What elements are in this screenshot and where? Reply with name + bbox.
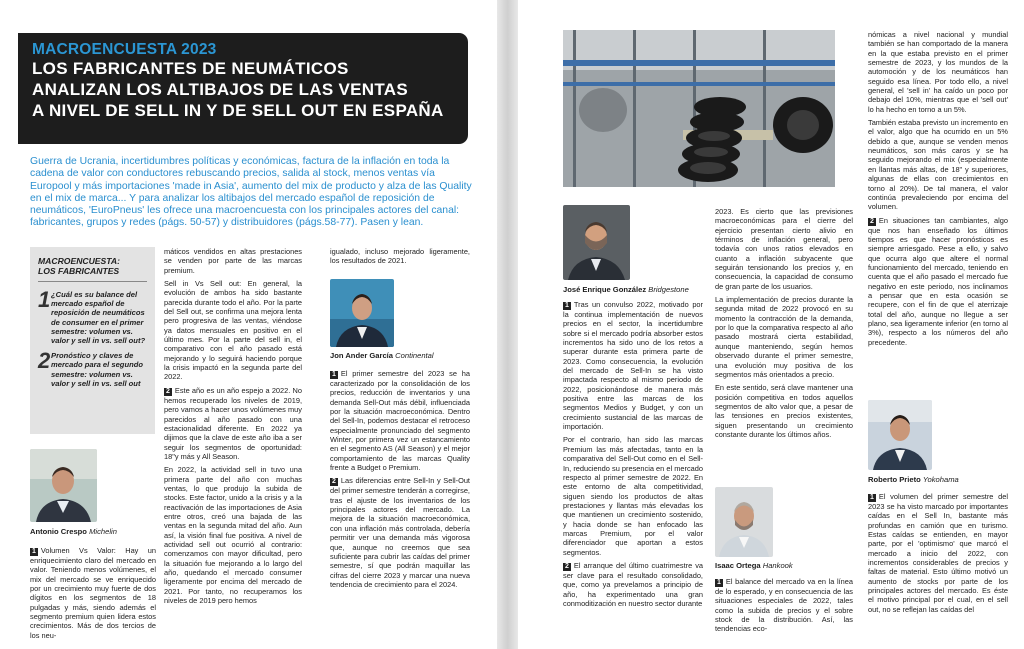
paragraph: En 2022, la actividad sell in tuvo una primera parte del año con muchas ventas, lo que produjo la subida de stocks. Este factor, unido a la crisis y a la reactivación de las importaciones de Asia entre otros, creó una bajada de las ventas en la segunda mitad del año. Aun así, la visión final fue positiva. A nivel de actividad sell out ocurrió al contrario: comenzamos con mayor dificultad, pero la situación fue mejorando a lo largo del año, quedando el mercado consumer ligeramente por encima del mercado de 2021. Por tanto, no recuperamos los niveles de 2019 pero hemos (164, 465, 302, 606)
answer-number-1: 1 (32, 548, 36, 555)
answer-number-2: 2 (565, 562, 569, 570)
right-page (518, 0, 1024, 649)
company-name: Continental (395, 351, 434, 360)
title-line-2: ANALIZAN LOS ALTIBAJOS DE LAS VENTAS (32, 80, 408, 99)
paragraph: En este sentido, será clave mantener una posición competitiva en todos aquellos segmentos de alto valor que, a pesar de las tensiones en precios existentes, siguen presentando un crecimiento constante durante los últimos años. (715, 383, 853, 439)
person-name: Jon Ander García (330, 351, 394, 360)
person-name: José Enrique González (563, 285, 647, 294)
company-name: Michelin (89, 527, 117, 536)
question-text: Pronóstico y claves de mercado para el segundo semestre: volumen vs. valor y sell in vs. sell out (51, 351, 143, 388)
answer-number-1: 1 (332, 371, 336, 378)
paragraph: La implementación de precios durante la segunda mitad de 2022 provocó en su momento la contracción de la demanda, por lo que la comparativa respecto al año pasado mostrará cierta estabilidad, aunque manteniendo, según hemos observado durante el primer semestre, una evolución muy positiva de los segmentos más orientados a precio. (715, 295, 853, 379)
question-number: 2 (38, 348, 51, 374)
company-name: Yokohama (922, 475, 959, 484)
right-column-3-text (868, 30, 1008, 351)
answer-number-2: 2 (166, 387, 170, 395)
isaac-ortega-photo (715, 487, 773, 557)
answer-text: Volumen Vs Valor: Hay un enriquecimiento claro del mercado en valor. Teniendo menos volúmenes, el mix del mercado se ve enriquecido por un crecimiento muy fuerte de dos dígitos en los segmentos de 18 pulgadas y más, siendo además el segmento premium quien lidera estos crecimientos. Más de dos tercios de los neu- (30, 546, 156, 640)
title-line-3: A NIVEL DE SELL IN Y DE SELL OUT EN ESPAÑA (32, 101, 444, 120)
question-number: 1 (38, 287, 51, 312)
page-gutter (497, 0, 518, 649)
sidebox-title-2: LOS FABRICANTES (38, 266, 120, 276)
question-2 (38, 348, 147, 388)
answer-number-2: 2 (870, 217, 874, 225)
answer-number-1: 1 (565, 302, 569, 309)
antonio-crespo-photo (30, 449, 97, 522)
right-column-1-text (563, 300, 703, 612)
answer-text: Este año es un año espejo a 2022. No hemos recuperado los niveles de 2019, pero vamos a hacer unos volúmenes muy parecidos al año pasado con una estacionalidad diferente. En 2022 ya dijimos que la clave de este año iba a ser seguir los segmentos de oportunidad: 18"y más y All Season. (164, 385, 302, 461)
lead-paragraph: Guerra de Ucrania, incertidumbres políticas y económicas, factura de la inflación en toda la cadena de valor con conductores rebuscando precios, salida al stock, menos ventas vía Europool y más importaciones 'made in Asia', aumento del mix de producto y alza de las Quality en el mix de marca... Y para analizar los altibajos del mercado español de reposición de neumáticos, 'EuroPneus' les ofrece una macroencuesta con los principales actores del canal: fabricantes, grupos y redes (págs. 50-57) y distribuidores (págs.58-77). Pasen y lean. (30, 156, 472, 229)
company-name: Bridgestone (648, 285, 689, 294)
column-2-text (164, 247, 302, 609)
caption-crespo (30, 527, 117, 536)
question-1 (38, 287, 147, 346)
paragraph: También estaba previsto un incremento en el valor, algo que ha ocurrido en un 5% debido a que, aunque se venden menos neumáticos, son más caros y se ha seguido mejorando el mix (especialmente en llantas más altas, de 18" y superiores, algunas de ellas con crecimientos en torno al 20%). De tal manera, el valor continúa prevaleciendo por encima del volumen. (868, 118, 1008, 212)
answer-text: El volumen del primer semestre del 2023 se ha visto marcado por importantes caídas en el Sell In, bastante más profundas en camión que en turismo. Estas caídas se entienden, en mayor parte, por el 'optimismo' que marcó el mercado a inicio del 2022, con incrementos considerables de precios y faltas de material. Esto último motivó un aumento de stocks por parte de los principales actores del mercado. Es éste el motivo principal por el cual, en el sell out, no se reflejan las caídas del (868, 492, 1008, 614)
answer-text: En situaciones tan cambiantes, algo que nos han enseñado los últimos tiempos es que hacer pronósticos es siempre arriesgado. Pese a ello, y salvo que ocurra algo que altere el normal funcionamiento del mercado, teniendo en cuenta que el año pasado el mercado fue negativo en este periodo, nos inclinamos a pensar que en esta ocasión se recupere, con el fin de que el aterrizaje total del año, aunque no llegue a ser plano, sea ligeramente inferior (en torno al 3%), respecto a los números del año precedente. (868, 215, 1008, 347)
jose-enrique-gonzalez-photo (563, 205, 630, 280)
right-column-2-text (715, 207, 853, 443)
paragraph: igualado, incluso mejorado ligeramente, los resultados de 2021. (330, 247, 470, 266)
paragraph: máticos vendidos en altas prestaciones se venden por parte de las marcas premium. (164, 247, 302, 275)
caption-gonzalez (563, 285, 689, 294)
tire-factory-photo (563, 30, 835, 187)
person-name: Isaac Ortega (715, 561, 761, 570)
column-3-text (330, 369, 470, 593)
person-name: Roberto Prieto (868, 475, 921, 484)
answer-text: El primer semestre del 2023 se ha caracterizado por la consolidación de los precios, reducción de inventarios y una demanda Sell-Out más débil, influenciada por la situación macroeconómica. Dentro del Sell-In, podemos destacar el retroceso especialmente pronunciado del segmento Winter, por primera vez un estancamiento en el segmento AS (All Season) y el mejor comportamiento de las marcas Quality frente a Budget o Premium. (330, 369, 470, 473)
sidebox-title-1: MACROENCUESTA: (38, 256, 120, 266)
answer-text: Las diferencias entre Sell-In y Sell-Out del primer semestre tenderán a corregirse, tras el ajuste de los inventarios de los principales actores del mercado. La mejora de la situación macroeconómica, con una inflación más controlada, debería permitir ver una demanda más vigorosa que, aunque no creemos que sea suficiente para cubrir las caídas del primer semestre, sí que podrán maquillar las cifras del cierre 2023 y marcar una nueva tendencia de crecimiento para el 2024. (330, 476, 470, 589)
caption-prieto (868, 475, 959, 484)
sidebox-divider (38, 281, 147, 282)
paragraph: Sell in Vs Sell out: En general, la evolución de ambos ha sido bastante parecida durante todo el año. Por la parte del Sell out, se confirma una mejora lenta pero progresiva de las ventas, viéndose ya datos mensuales en positivo en el último mes. Por la parte del sell in, el comparativo con el año pasado está mejorando y lo seguirá haciendo porque la crisis impactó en la segunda parte del 2022. (164, 279, 302, 382)
paragraph: Por el contrario, han sido las marcas Premium las más afectadas, tanto en la comparativa del Sell-Out como en el Sell-In, reduciendo su presencia en el mercado respecto al primer semestre de 2022. En este entorno de alta competitividad, siguen siendo los productos de altas prestaciones y llantas más elevadas los que mantienen un crecimiento sostenido, y hacia donde se han enfocado las marcas Premium, por el valor diferenciador que aportan a estos segmentos. (563, 435, 703, 557)
answer-number-1: 1 (717, 579, 721, 586)
answer-number-2: 2 (332, 478, 336, 486)
caption-ortega (715, 561, 793, 570)
jon-ander-garcia-photo (330, 279, 394, 347)
kicker: MACROENCUESTA 2023 (32, 41, 217, 58)
roberto-prieto-photo (868, 400, 932, 470)
answer-number-1: 1 (870, 494, 874, 501)
paragraph: 2023. Es cierto que las previsiones macroeconómicas para el cierre del ejercicio presentan cierto alivio en términos de inflación general, pero todavía con unos ratios elevados en cuanto a inflación subyacente que seguirán tensionando los precios y, en consecuencia, la capacidad de consumo de gran parte de los usuarios. (715, 207, 853, 291)
answer-text: Tras un convulso 2022, motivado por la continua implementación de nuevos precios en el sector, la incertidumbre sobre si el mercado podría absorber estos incrementos ha sido uno de los retos a superar durante esta primera parte de 2023. Como consecuencia, la evolución del mercado de Sell-In se ha visto impactada respecto al mismo periodo de 2022, posicionándose de manera más positiva entre las marcas de los segmentos Medios y Budget, y con un crecimiento sustancial de las marcas de importación. (563, 300, 703, 432)
column-1-text (30, 546, 156, 644)
right-column-2-answer (715, 577, 853, 638)
company-name: Hankook (762, 561, 793, 570)
left-page (0, 0, 497, 649)
caption-garcia (330, 351, 434, 360)
survey-questions-box (30, 247, 155, 434)
question-text: ¿Cuál es su balance del mercado español de reposición de neumáticos de consumer en el primer semestre: volumen vs. valor y sell in vs. sell out? (51, 290, 146, 346)
title-box (18, 33, 468, 144)
column-3-intro (330, 247, 470, 270)
paragraph: nómicas a nivel nacional y mundial también se han comportado de la manera en la que estaba previsto en el primer semestre de 2023, y los mundos de la automoción y de los neumáticos han seguido esa línea. Por todo ello, a nivel general, el 'sell in' ha caído un poco por debajo del 10%, mientras que el 'sell out' lo ha hecho en torno a un 5%. (868, 30, 1008, 114)
person-name: Antonio Crespo (30, 527, 87, 536)
answer-text: El arranque del último cuatrimestre va ser clave para el resultado consolidado, que, como ya prevelamos a principio de año, ha experimentado una gran conmoditización en nuestro sector durante (563, 560, 703, 608)
answer-text: El balance del mercado va en la línea de lo esperado, y en consecuencia de las situaciones especiales de 2022, tales como la subida de precios y el sobre stock de la distribución. Así, las tendencias eco- (715, 577, 853, 634)
title-line-1: LOS FABRICANTES DE NEUMÁTICOS (32, 59, 349, 78)
right-column-3-answer (868, 492, 1008, 618)
